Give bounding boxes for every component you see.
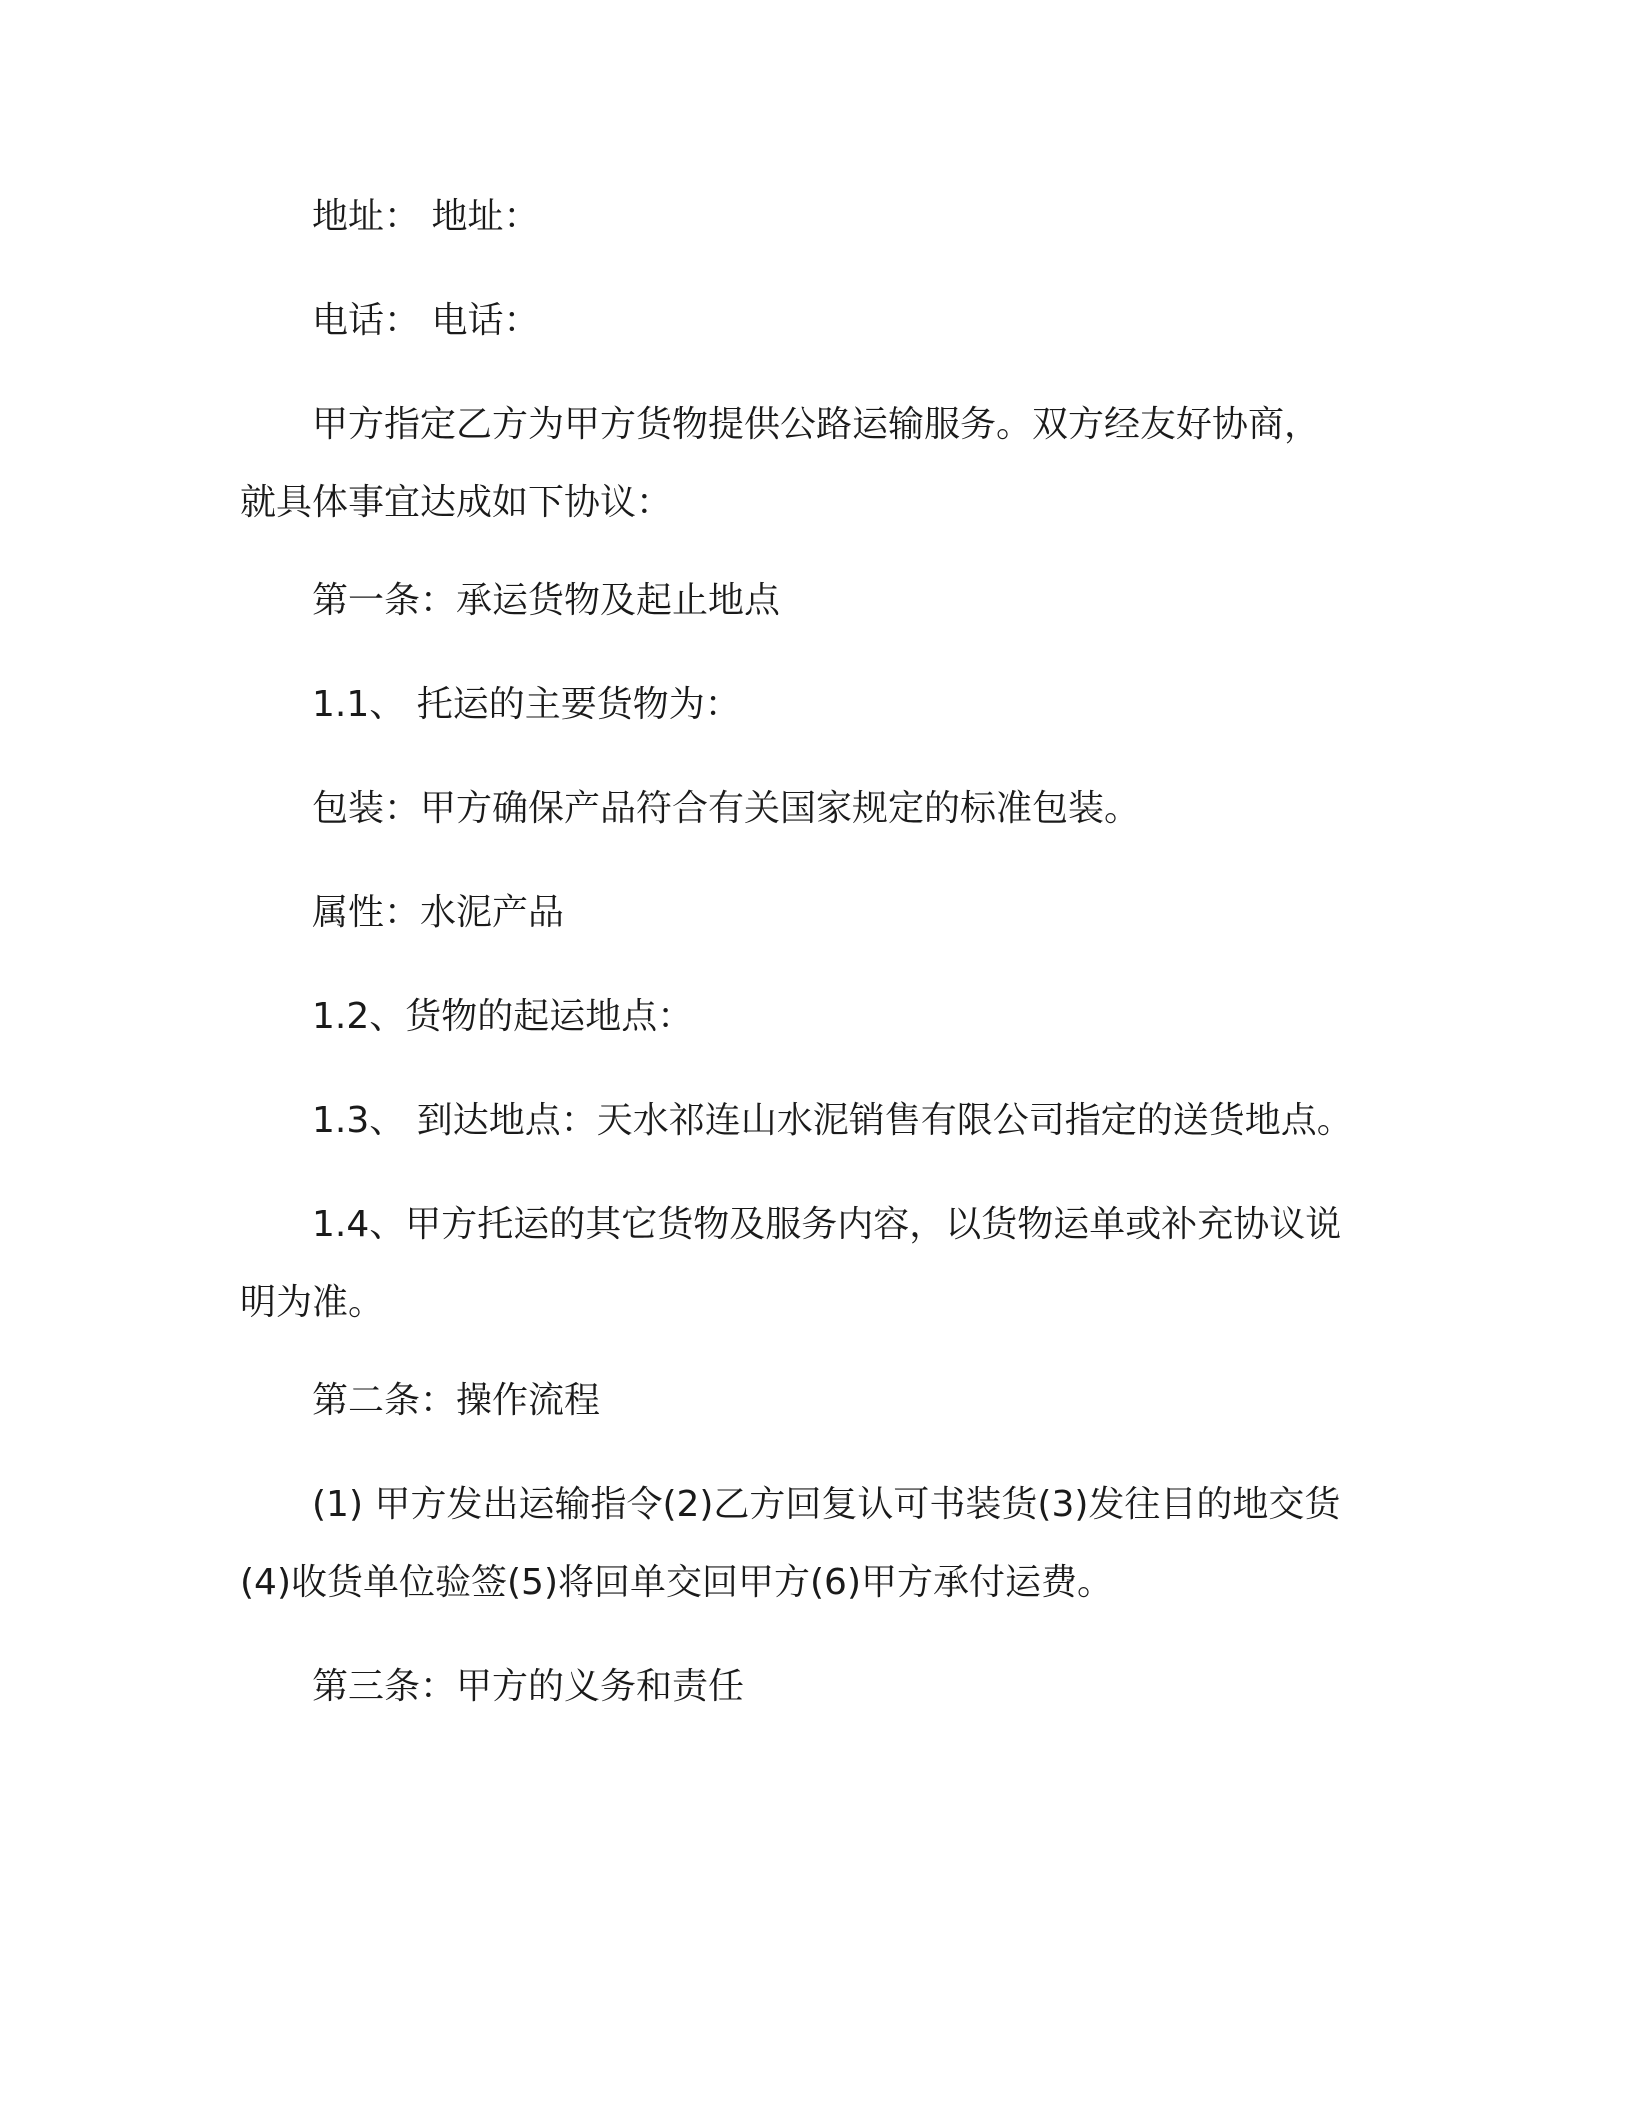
phone-line: 电话： 电话： — [312, 300, 540, 341]
intro-line-2: 就具体事宜达成如下协议： — [240, 482, 673, 523]
item-1-3: 1.3、 到达地点：天水祁连山水泥销售有限公司指定的送货地点。 — [312, 1100, 1353, 1141]
article-2-title: 第二条：操作流程 — [312, 1380, 601, 1421]
article-1-title: 第一条：承运货物及起止地点 — [312, 580, 781, 621]
process-line-1: (1) 甲方发出运输指令(2)乙方回复认可书装货(3)发往目的地交货 — [312, 1484, 1341, 1525]
process-line-2: (4)收货单位验签(5)将回单交回甲方(6)甲方承付运费。 — [240, 1562, 1113, 1603]
article-3-title: 第三条：甲方的义务和责任 — [312, 1666, 745, 1707]
item-1-2: 1.2、货物的起运地点： — [312, 996, 694, 1037]
packaging-line: 包装：甲方确保产品符合有关国家规定的标准包装。 — [312, 788, 1141, 829]
item-1-4-line-2: 明为准。 — [240, 1282, 385, 1323]
intro-line-1: 甲方指定乙方为甲方货物提供公路运输服务。双方经友好协商， — [312, 404, 1321, 445]
address-line: 地址： 地址： — [312, 196, 540, 237]
attribute-line: 属性：水泥产品 — [312, 892, 565, 933]
item-1-4-line-1: 1.4、甲方托运的其它货物及服务内容，以货物运单或补充协议说 — [312, 1204, 1342, 1245]
item-1-1: 1.1、 托运的主要货物为： — [312, 684, 741, 725]
